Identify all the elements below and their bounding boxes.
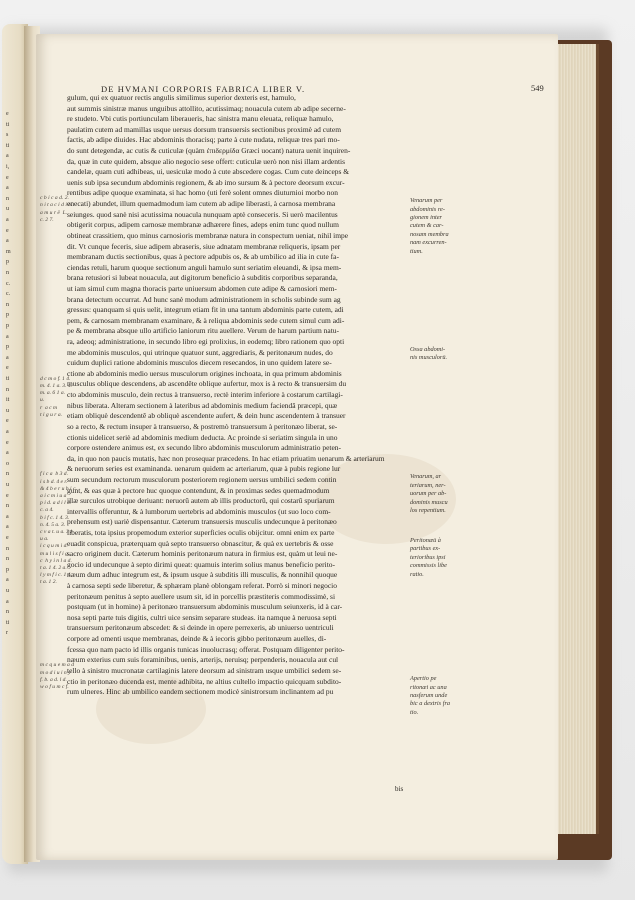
- left-page-fragment: a: [6, 598, 9, 605]
- body-line: peritonæum penitus à septo auellere usum sit, id in porcellis præstiteris commodissimè, si: [67, 592, 336, 601]
- body-line: factis, ab adipe diuides. Hac abdominis thoracisq; parte à cute nudata, reliquæ tres pari mo-: [67, 136, 340, 145]
- left-page-fragment: n: [6, 503, 9, 510]
- body-line: à carnosa septi sede liberetur, & sphæram planè oblongam referat. Porrò si minori negocio: [67, 582, 337, 591]
- left-page-fragment: e: [6, 418, 9, 425]
- body-line: enecati) abundet, illum quemadmodum iam cutem ab adipe liberasti, à carnosa membrana: [67, 200, 336, 209]
- left-page-fragment: n: [6, 195, 9, 202]
- left-page-fragment: a: [6, 354, 9, 361]
- body-line: liberatis, tota ipsius propemodum exterior superficies oculis obijcitur. omni enim ex parte: [67, 528, 335, 537]
- margin-reference: d c m o f. 1 4. m. 4. 1 a. 3. 4. m. a. 6 1 a. u. r a c m t i g u r a.: [40, 375, 73, 418]
- left-page-fragment: a: [6, 524, 9, 531]
- body-line: musculus oblique descendens, ab ascendête oblique aufertur, mox is à recto & transuersim du: [67, 380, 347, 389]
- body-line: re studeto. Vbi cutis portiunculam liberaueris, hac sinistra manu eleuata, reliquæ hamulo,: [67, 115, 334, 124]
- left-page-fragment: u: [6, 206, 9, 213]
- left-page-fragment: r: [6, 630, 8, 637]
- margin-note: Peritonæū à partibus ex- terioribus ipsi commissis libe ratio.: [410, 537, 447, 578]
- left-page-fragment: u: [6, 482, 9, 488]
- body-line: brana retusiori si lubeat nouacula, aut digitorum beneficio à subditis corporibus separanda,: [67, 274, 338, 283]
- left-page-fragment: a: [6, 217, 9, 223]
- body-line: ctionis uidelicet seriè ad abdominis medium deducta. Ac proinde si seriatim singula in uno: [67, 433, 338, 442]
- margin-note: Ossa abdomi- nis musculorū.: [410, 345, 448, 362]
- body-line: cto abdominis musculo, dein rectus à transuerso, rectè interim inferiore à costarum cartilagi-: [67, 391, 343, 400]
- margin-note: Apertio pe ritonæi ac una nasferum unde bic a dextris fra tio.: [410, 675, 451, 716]
- left-page-fragment: c.: [6, 291, 11, 298]
- left-page-fragment: ti: [6, 142, 10, 149]
- body-line: brana detectum occurrat. Ad hunc sanè modum administrationem in scholis subinde sum ag: [67, 295, 341, 304]
- body-line: membranam ductis sectionibus, quas à pectore adpubis os, & ab umbilico ad ilia in cute fa-: [67, 253, 339, 262]
- body-line: illæ surculos utrobique deriuant: neruorū autem ab illis productorū, qui costarū spuriarum: [67, 497, 335, 506]
- body-line: da, quæ in cute quidem, absque alio negocio sese offert: cuticulæ uerò non nisi illam ardentis: [67, 157, 346, 166]
- body-line: intervallis offeruntur, & à lumborum uertebris ad abdominis musculos (ut suo loco com-: [67, 507, 331, 516]
- left-page-fragment: n: [6, 609, 9, 616]
- left-page-fragment: n: [6, 556, 9, 563]
- left-page-fragment: u: [6, 407, 9, 414]
- running-head: DE HVMANI CORPORIS FABRICA LIBER V.: [101, 84, 306, 94]
- body-line: paulatim cutem ad mamillas usque uersus dorsum transuersis sectionibus proximè ad cutem: [67, 125, 342, 134]
- body-line: seiunges. quod sanè nisi acutissima nouacula nunquam aptè conseceris. Si uerò macilentus: [67, 210, 338, 219]
- body-line: dit. Vt cunque feceris, siue adipem abraseris, siue adnatam membranæ reliqueris, ipsam per: [67, 242, 341, 251]
- left-page-fragment: e: [6, 535, 9, 541]
- body-line: cuidum duplici ratione abdominis musculos diecem resecandos, in uno quidem latere se-: [67, 359, 332, 368]
- left-page-fragment: o: [6, 460, 9, 467]
- body-line: candelæ, quam cuti adhibeas, ui, uesiculæ modo à cute abscedere cogas. Cum cute deinceps &: [67, 168, 350, 177]
- body-line: gocio id undecunque à septo dirimi queat: quamuis interim solius manus beneficio perito-: [67, 560, 336, 569]
- left-page-fragment: a: [6, 577, 9, 584]
- body-line: da, in quo non paucis mutatis, hæc non prosequar præcedens. In hac etiam priuatim uenarum & arteriarum: [67, 454, 385, 463]
- left-page-fragment: e: [6, 492, 9, 499]
- left-page-fragment: e: [6, 439, 9, 446]
- body-line: gressus: quanquam si quis uelit, integrum etiam fit in una tantum abdominis parte cutem, adi: [67, 306, 344, 315]
- body-line: sacro originem ducit. Cæterum hominis peritonæum natura in firmius est, quàm ut leui ne-: [67, 550, 338, 559]
- left-page-fragment: e: [6, 365, 9, 372]
- left-page-fragment: p: [6, 566, 9, 573]
- page-block-edges: [552, 44, 599, 834]
- body-line: postquam (ut in homine) à peritonæo transuersum abdominis musculum seiunxeris, id à car-: [67, 603, 343, 612]
- left-page-fragment: n: [6, 545, 9, 552]
- left-page-fragment: e: [6, 227, 9, 234]
- left-page-fragment: s: [6, 132, 9, 139]
- left-page-fragment: ti: [6, 376, 10, 382]
- body-line: ut iam simul cum magna thoracis parte uniuersum abdomen cute adipe & carnosiori mem-: [67, 284, 337, 293]
- left-page-fragment: a: [6, 185, 9, 192]
- left-page-fragment: n: [6, 471, 9, 478]
- body-line: do sunt detegendæ, ac cutis & cuticulæ (quàm ἐπιδερμίδα Græci uocant) natura uenit inquiren-: [67, 147, 351, 156]
- left-page-fragment: n: [6, 301, 9, 308]
- body-line: nibus liberata. Alteram sectionem à lateribus ad abdominis medium faciendâ præcepi, quæ: [67, 401, 338, 410]
- left-page-fragment: e: [6, 111, 9, 117]
- body-line: me abdominis musculos, qui utrinque quatuor sunt, aggrediaris, & peritonæum nudes, do: [67, 348, 333, 357]
- body-line: pem, & carnosam membranam examinare, & à reliqua abdominis sede cutem simul cum adi-: [67, 316, 345, 325]
- left-page-fragment: e: [6, 174, 9, 181]
- left-page-fragment: n: [6, 386, 9, 393]
- margin-note: Venarum per abdominis re- gionem inter cutem & car- nosam membra nam excurren- tium.: [410, 197, 449, 255]
- body-line: næum dum adhuc integrum est, & ipsum usque à subditis illi musculis, & nonnihil quoque: [67, 571, 338, 580]
- left-page-fragment: a: [6, 450, 9, 457]
- left-page-fragment: p: [6, 312, 9, 319]
- body-line: tello à sinistro mucronatæ cartilaginis latere deorsum ad sinistram usque umbilici sedem se-: [67, 666, 342, 675]
- body-line: ctione ab abdominis medio uersus musculorum origines inchoata, in qua primum abdominis: [67, 369, 342, 378]
- body-line: euadit conspicua, præterquam quà septo transuerso obnascitur, & quà ex uertebris & osse: [67, 539, 334, 548]
- left-page-fragment: ti: [6, 619, 10, 626]
- body-line: uenis sub ipsa secundum abdominis regionem, & ab imo sursum & à pectore deorsum excur-: [67, 178, 345, 187]
- left-page-fragment: p: [6, 323, 9, 329]
- body-line: obtigerit corpus, adipem carnosæ membranæ adhærere fines, adeps enim tunc quod nullum: [67, 221, 339, 230]
- body-line: prehensum est) uariè dispensantur. Cæterum transuersis musculis undecunque à peritonæo: [67, 518, 337, 527]
- left-page-fragment: c.: [6, 280, 11, 287]
- margin-reference: f i c a b 3 d. i s b d. 4 e r. & 4 b e r u b i c. a i c m i u a p i d. a d i l d. c. a 4. b i f c. 1 4. 3. n. 4. 5 a. 3. c v a t. u a. 3 i u a. i c q u m i d. m u l i s f i g. c h y i n l a d. t a. 1 4. 2 a. l y m f i c. 1 4. t a. 1 2.: [40, 471, 77, 586]
- body-line: corpore ostendere animus est, ex secundo libro abdominis musculorum administratio peten-: [67, 444, 342, 453]
- left-page-fragment: p: [6, 259, 9, 266]
- left-page-fragment: i,: [6, 164, 10, 170]
- page-number: 549: [531, 83, 544, 93]
- margin-reference: m c q u e m a d m o d i u i n y f. b. a d. l d. w o f u m c f.: [40, 662, 75, 691]
- left-page-fragment: a: [6, 153, 9, 160]
- margin-note: Venarum, ar teriarum, ner- uorum per ab- dominis muscu los repentium.: [410, 473, 448, 514]
- body-line: so a recto, & rectum insuper à transuerso, & postremò transuersum à peritonæo liberat, se-: [67, 422, 338, 431]
- body-line: transuersum peritonæum abscedet: & si deinde in opere perrexeris, ab uniuerso uentriculi: [67, 624, 334, 633]
- left-page-fragment: a: [6, 333, 9, 340]
- body-line: aut summis sinistræ manus unguibus attollito, acutissimaq; nouacula cutem ab adipe secerne-: [67, 104, 346, 113]
- margin-reference: c b i c a d. 2. n i t a c i d i b. a m u r ē L. c. 2 7.: [40, 195, 73, 223]
- body-line: rentibus adipe quoque examinata, si hac homo (uti ferè solent omnes diuturnioi morbo non: [67, 189, 338, 198]
- body-line: gunt, & eas quæ à pectore huc quoque contendunt, & in proximas sedes quemadmodum: [67, 486, 330, 495]
- left-page-fragment: a: [6, 513, 9, 520]
- body-line: ra, adeoq; administratione, in secundo libro egi prolixius, in eodemq; libro rationem quo opti: [67, 338, 345, 347]
- body-line: rum ulneres. Hinc ab umbilico eandem sectionem modicè sinistrorsum inclinantem ad pu: [67, 688, 334, 697]
- left-page-fragment: p: [6, 344, 9, 351]
- body-line: etiam obliquè descendentê ab obliquè ascendente aufert, & dein hunc ascendentem à transuer: [67, 412, 346, 421]
- left-page-fragment: a: [6, 429, 9, 435]
- body-line: pe & membrana absque ullo artificio laniorum ritu auellere. Verum de harum partium natu-: [67, 327, 340, 336]
- body-line: næum exterius cum suis foraminibus, uenis, arterijs, neruisq; perpenderis, nouacula aut cul: [67, 656, 339, 665]
- body-line: ctio in peritonæo ducenda est, mente adhibita, ne altius cultello impactio quicquam subdito-: [67, 677, 342, 686]
- catchword: bis: [395, 785, 404, 793]
- left-page-fragment: ti: [6, 121, 10, 128]
- body-line: fcessa quo nam pacto id illis organis tunicas inuolucrasq; offerat. Postquam diligenter perito-: [67, 645, 345, 654]
- body-line: corpore ad omenti usque membranas, deinde & à iecoris gibbo peritonæum auelles, di-: [67, 635, 327, 644]
- body-line: gulum, qui ex quatuor rectis angulis similimus superior dexteris est, hamulo,: [67, 94, 296, 102]
- left-page-fragment: it: [6, 397, 10, 404]
- left-page-fragment: n: [6, 270, 9, 276]
- left-page-fragment: u: [6, 588, 9, 594]
- body-line: sum secundum rectorum musculorum posteriorem regionem uersus umbilici sedem contin: [67, 475, 337, 484]
- body-text: [67, 93, 400, 698]
- body-line: obtineat crassitiem, quo minus carnosioris membranæ natura in conspectum ueniat, nihil impe: [67, 231, 349, 240]
- body-line: & neruorum series est examinanda. uenarum quidem ac arteriarum, quæ à pubis regione lur: [67, 465, 341, 474]
- body-line: ciendas retuli, harum quoque sectionum anguli hamulo sunt seriatim eleuandi, & ipsa mem-: [67, 263, 342, 272]
- body-line: nosa septi parte tuis digitis, cultri uice sensim separare studeas. ita namque à neruosa septi: [67, 613, 337, 622]
- left-page-fragment: m: [6, 248, 11, 255]
- left-page-fragment: a: [6, 238, 9, 245]
